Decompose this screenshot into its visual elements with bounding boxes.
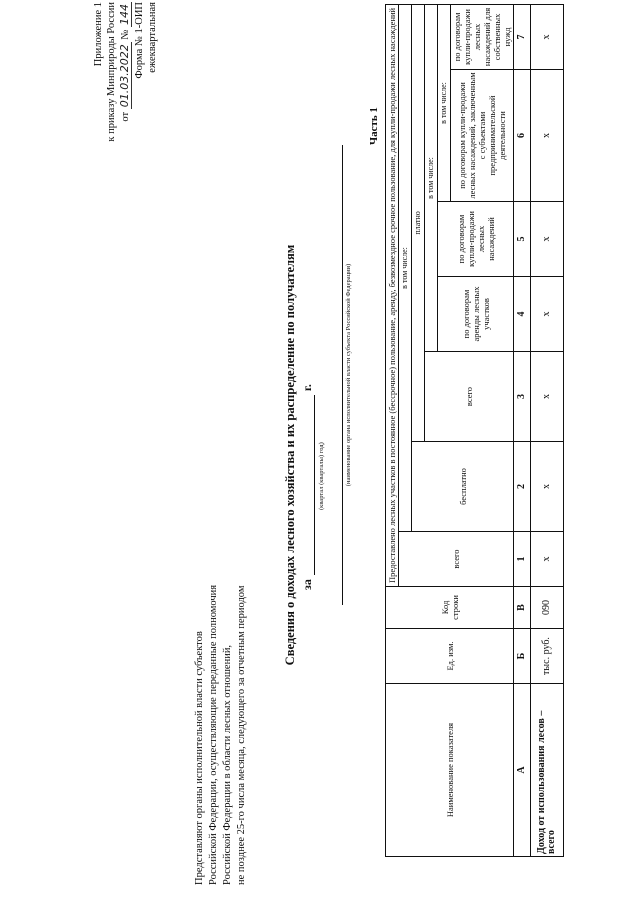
presenter-line: Российской Федерации в области лесных отношений, bbox=[222, 644, 233, 885]
cell-value: х bbox=[531, 202, 564, 277]
cell-value: х bbox=[531, 4, 564, 69]
column-number-row bbox=[514, 4, 531, 856]
header-provided: Предоставлено лесных участков в постоянное (бессрочное) пользование, аренду, безвозмездное срочное пользование, для купли-продажи лесных насаждений bbox=[386, 4, 399, 586]
col-num: Б bbox=[514, 629, 531, 684]
header-lease: по договорам аренды лесных участков bbox=[438, 277, 514, 352]
header-incl-2: в том числе: bbox=[425, 4, 438, 351]
period-prefix: за bbox=[300, 579, 314, 590]
col-num: 1 bbox=[514, 532, 531, 587]
period-caption: (квартал (кварталы) год) bbox=[318, 442, 325, 510]
table-row bbox=[531, 4, 564, 856]
header-free: бесплатно bbox=[412, 442, 514, 532]
header-incl-3: в том числе: bbox=[438, 4, 451, 201]
row-unit: тыс. руб. bbox=[531, 629, 564, 684]
order-number: 144 bbox=[118, 4, 131, 25]
col-num: В bbox=[514, 587, 531, 629]
cell-value: х bbox=[531, 277, 564, 352]
header-name: Наименование показателя bbox=[386, 684, 514, 857]
form-number-block bbox=[133, 2, 159, 152]
form-frequency: ежеквартальная bbox=[147, 2, 158, 73]
col-num: А bbox=[514, 684, 531, 857]
cell-value: х bbox=[531, 442, 564, 532]
org-name-line bbox=[342, 145, 343, 605]
cell-value: х bbox=[531, 70, 564, 202]
presenter-line: не позднее 25-го числа месяца, следующего за отчетным периодом bbox=[236, 585, 247, 885]
presenter-line: Представляют органы исполнительной власти субъектов bbox=[194, 631, 205, 885]
form-number: Форма № 1-ОИП bbox=[134, 2, 145, 79]
row-code: 090 bbox=[531, 587, 564, 629]
document-title: Сведения о доходах лесного хозяйства и их распределение по получателям bbox=[283, 244, 297, 666]
col-num: 4 bbox=[514, 277, 531, 352]
col-num: 3 bbox=[514, 352, 531, 442]
header-code: Код строки bbox=[386, 587, 514, 629]
col-num: 7 bbox=[514, 4, 531, 69]
col-num: 2 bbox=[514, 442, 531, 532]
header-paid: платно bbox=[412, 4, 425, 441]
col-num: 6 bbox=[514, 70, 531, 202]
header-sale-own: по договорам купли-продажи лесных насаждений для собственных нужд bbox=[451, 4, 514, 69]
period-suffix: г. bbox=[300, 384, 314, 392]
order-date: 01.03.2022 bbox=[118, 44, 131, 108]
appendix-line1: Приложение 1 bbox=[93, 2, 104, 67]
date-prefix: от bbox=[120, 111, 131, 122]
header-incl-1: в том числе: bbox=[399, 4, 412, 531]
presenter-line: Российской Федерации, осуществляющие переданные полномочия bbox=[208, 584, 219, 885]
appendix-date-line bbox=[118, 2, 132, 152]
presenter-text bbox=[193, 455, 249, 885]
reporting-period bbox=[300, 190, 315, 590]
header-unit: Ед. изм. bbox=[386, 629, 514, 684]
org-caption: (наименование органа исполнительной власти субъекта Российской Федерации) bbox=[345, 263, 352, 487]
col-num: 5 bbox=[514, 202, 531, 277]
header-sale-smb: по договорам купли-продажи лесных насаждений, заключенным с субъектами предпринимательской деятельности bbox=[451, 70, 514, 202]
header-paid-total: всего bbox=[425, 352, 514, 442]
period-field bbox=[302, 395, 315, 575]
appendix-header bbox=[92, 2, 132, 152]
cell-value: х bbox=[531, 532, 564, 587]
header-sale: по договорам купли-продажи лесных насаждений bbox=[438, 202, 514, 277]
cell-value: х bbox=[531, 352, 564, 442]
income-table bbox=[385, 4, 564, 857]
part-label: Часть 1 bbox=[368, 107, 380, 145]
header-total: всего bbox=[399, 532, 514, 587]
appendix-line2: к приказу Минприроды России bbox=[106, 2, 117, 142]
row-name: Доход от использования лесов – всего bbox=[531, 684, 564, 857]
number-prefix: № bbox=[120, 29, 131, 40]
